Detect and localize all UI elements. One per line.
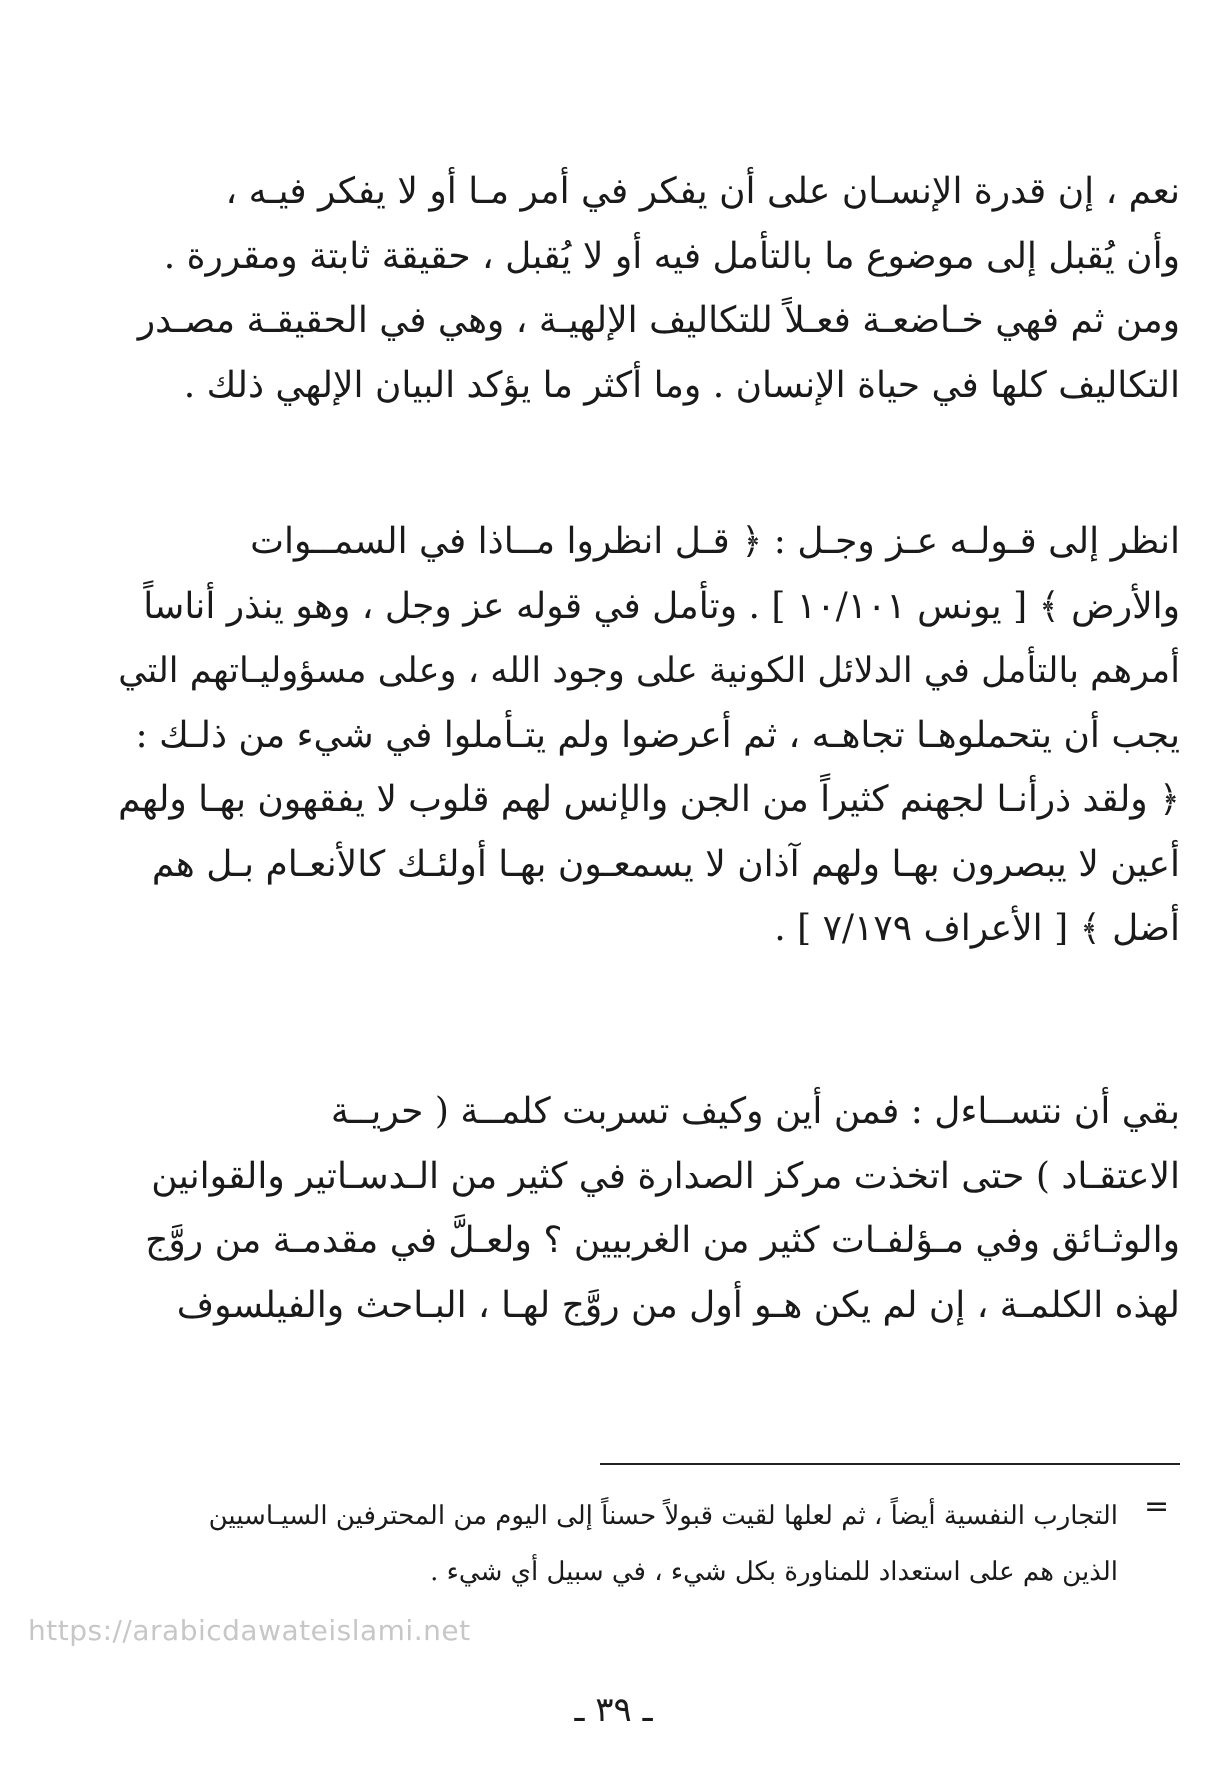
watermark-url: https://arabicdawateislami.net — [28, 1614, 471, 1647]
footnote-line-1: التجارب النفسية أيضاً ، ثم لعلها لقيت قبولاً حسناً إلى اليوم من المحترفين السيـاسيين — [208, 1501, 1118, 1531]
page-number: ـ ٣٩ ـ — [574, 1690, 653, 1730]
footnote-divider — [600, 1463, 1180, 1465]
paragraph-2 — [118, 510, 1180, 962]
paragraph-3-line-1: بقي أن نتســاءل : فمن أين وكيف تسربت كلمــة ( حريــة — [330, 1091, 1180, 1132]
paragraph-1-line-3: ومن ثم فهي خـاضعـة فعـلاً للتكاليف الإلهيـة ، وهي في الحقيقـة مصـدر — [137, 300, 1180, 341]
paragraph-2-line-2: والأرض ﴾ [ يونس ١٠/١٠١ ] . وتأمل في قوله عز وجل ، وهو ينذر أناساً — [143, 585, 1180, 627]
paragraph-3-line-3: والوثـائق وفي مـؤلفـات كثير من الغربيين ؟ ولعـلَّ في مقدمـة من روَّج — [145, 1220, 1180, 1261]
paragraph-3 — [118, 1080, 1180, 1338]
paragraph-2-line-4: يجب أن يتحملوهـا تجاهـه ، ثم أعرضوا ولم يتـأملوا في شيء من ذلـك : — [135, 714, 1180, 756]
paragraph-2-line-1: انظر إلى قـولـه عـز وجـل : ﴿ قـل انظروا مــاذا في السمــوات — [250, 521, 1180, 562]
paragraph-2-line-5: ﴿ ولقد ذرأنـا لجهنم كثيراً من الجن والإنس لهم قلوب لا يفقهون بهـا ولهم — [118, 779, 1180, 820]
footnote-continuation-marker: = — [1144, 1489, 1170, 1524]
footnote-line-2: الذين هم على استعداد للمناورة بكل شيء ، في سبيل أي شيء . — [430, 1557, 1118, 1587]
footnote — [118, 1488, 1118, 1600]
paragraph-1-line-2: وأن يُقبل إلى موضوع ما بالتأمل فيه أو لا يُقبل ، حقيقة ثابتة ومقررة . — [163, 235, 1180, 277]
paragraph-3-line-4: لهذه الكلمـة ، إن لم يكن هـو أول من روَّج لهـا ، البـاحث والفيلسوف — [176, 1284, 1180, 1326]
paragraph-2-line-6: أعين لا يبصرون بهـا ولهم آذان لا يسمعـون بهـا أولئـك كالأنعـام بـل هم — [151, 843, 1180, 885]
paragraph-2-line-3: أمرهم بالتأمل في الدلائل الكونية على وجود الله ، وعلى مسؤوليـاتهم التي — [118, 650, 1180, 691]
paragraph-1 — [118, 160, 1180, 418]
paragraph-3-line-2: الاعتقـاد ) حتى اتخذت مركز الصدارة في كثير من الـدسـاتير والقوانين — [151, 1155, 1180, 1197]
paragraph-2-line-7: أضل ﴾ [ الأعراف ٧/١٧٩ ] . — [774, 908, 1180, 949]
paragraph-1-line-4: التكاليف كلها في حياة الإنسان . وما أكثر ما يؤكد البيان الإلهي ذلك . — [183, 364, 1180, 406]
paragraph-1-line-1: نعم ، إن قدرة الإنسـان على أن يفكر في أمر مـا أو لا يفكر فيـه ، — [225, 171, 1180, 212]
